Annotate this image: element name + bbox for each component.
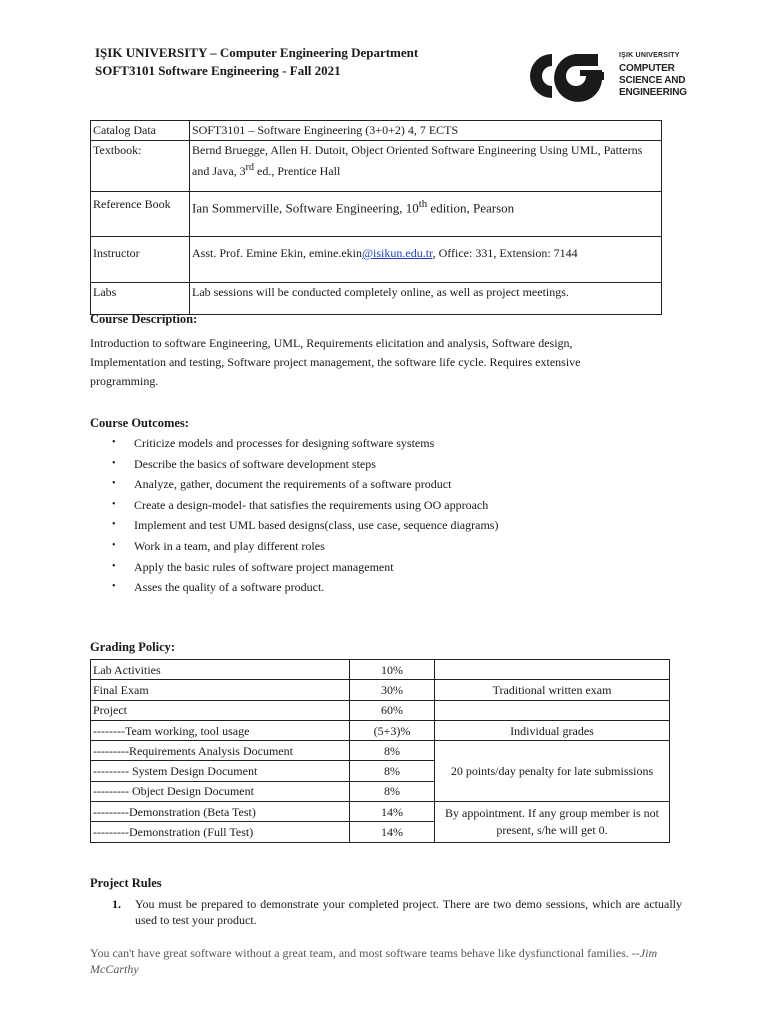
bullet-icon: • <box>112 457 116 469</box>
list-item <box>110 474 498 495</box>
grade-note-empty <box>435 700 670 720</box>
grade-weight: 14% <box>350 822 435 842</box>
grade-item: Project <box>91 700 350 720</box>
table-row <box>91 741 670 761</box>
outcome-text: Work in a team, and play different roles <box>134 538 325 553</box>
course-description-title: Course Description: <box>90 312 198 326</box>
university-logo <box>526 50 686 110</box>
grade-weight: 8% <box>350 761 435 781</box>
textbook-label: Textbook: <box>91 141 190 192</box>
outcome-text: Apply the basic rules of software project management <box>134 559 394 574</box>
grade-weight: 10% <box>350 660 435 680</box>
grade-weight: 8% <box>350 781 435 801</box>
grade-note-empty <box>435 660 670 680</box>
labs-label: Labs <box>91 283 190 315</box>
instructor-value <box>190 237 662 283</box>
table-row <box>91 121 662 141</box>
outcome-text: Create a design-model- that satisfies the requirements using OO approach <box>134 497 489 512</box>
labs-value: Lab sessions will be conducted completely online, as well as project meetings. <box>190 283 662 315</box>
logo-line-3: ENGINEERING <box>619 87 687 98</box>
textbook-value <box>190 141 662 192</box>
rule-number: 1. <box>112 897 121 911</box>
list-item <box>110 577 498 598</box>
table-row <box>91 660 670 680</box>
grade-item: ---------Demonstration (Beta Test) <box>91 802 350 822</box>
bullet-icon: • <box>112 437 116 448</box>
grade-weight: (5+3)% <box>350 720 435 740</box>
table-row <box>91 720 670 740</box>
grade-weight: 30% <box>350 680 435 700</box>
reference-text: Ian Sommerville, Software Engineering, 10 <box>192 200 419 216</box>
list-item <box>110 454 498 475</box>
reference-publisher: edition, Pearson <box>427 200 515 216</box>
reference-superscript: th <box>418 198 428 210</box>
project-rule-1 <box>112 896 682 928</box>
course-outcomes-title: Course Outcomes: <box>90 416 189 430</box>
bullet-icon: • <box>112 539 116 551</box>
table-row <box>91 680 670 700</box>
logo-wordmark <box>619 52 687 99</box>
grade-item: Final Exam <box>91 680 350 700</box>
outcome-text: Asses the quality of a software product. <box>134 580 325 595</box>
table-row <box>91 141 662 192</box>
course-info-table <box>90 120 662 315</box>
textbook-publisher: ed., Prentice Hall <box>254 164 341 178</box>
grading-policy-title: Grading Policy: <box>90 640 176 654</box>
grade-note-docs: 20 points/day penalty for late submissions <box>435 741 670 802</box>
quote-author: Jim McCarthy <box>90 946 658 976</box>
logo-line-2: SCIENCE AND <box>619 75 686 86</box>
catalog-value: SOFT3101 – Software Engineering (3+0+2) 4, 7 ECTS <box>190 121 662 141</box>
textbook-text: Bernd Bruegge, Allen H. Dutoit, Object Oriented Software Engineering Using UML, Patterns and Java, 3 <box>192 143 643 178</box>
outcome-text: Analyze, gather, document the requirements of a software product <box>134 477 452 492</box>
table-row <box>91 237 662 283</box>
list-item <box>110 433 498 454</box>
table-row <box>91 700 670 720</box>
instructor-label: Instructor <box>91 237 190 283</box>
document-header <box>95 44 418 80</box>
cse-logo-icon <box>526 50 608 102</box>
grade-item: --------Team working, tool usage <box>91 720 350 740</box>
closing-quote <box>90 945 660 977</box>
grading-table <box>90 659 670 843</box>
list-item <box>110 536 498 557</box>
catalog-label: Catalog Data <box>91 121 190 141</box>
grade-item: --------- Object Design Document <box>91 781 350 801</box>
table-row <box>91 283 662 315</box>
instructor-email-link[interactable]: @isikun.edu.tr <box>361 246 433 260</box>
table-row <box>91 802 670 822</box>
header-course: SOFT3101 Software Engineering - Fall 2021 <box>95 63 341 78</box>
grade-weight: 14% <box>350 802 435 822</box>
list-item <box>110 495 498 516</box>
grade-weight: 60% <box>350 700 435 720</box>
list-item <box>110 515 498 536</box>
course-description-text: Introduction to software Engineering, UML, Requirements elicitation and analysis, Software design, Implementation and testing, Software project management, the software life cycle. Requires extensive programming. <box>90 336 581 388</box>
outcome-text: Describe the basics of software development steps <box>134 456 376 471</box>
course-outcomes-list <box>110 433 498 598</box>
bullet-icon: • <box>112 519 116 531</box>
list-item <box>110 557 498 578</box>
textbook-superscript: rd <box>245 162 254 173</box>
outcome-text: Criticize models and processes for designing software systems <box>134 436 435 450</box>
grade-note-final-exam: Traditional written exam <box>435 680 670 700</box>
grade-weight: 8% <box>350 741 435 761</box>
grade-note-demo: By appointment. If any group member is not present, s/he will get 0. <box>435 802 670 843</box>
grade-note-team: Individual grades <box>435 720 670 740</box>
grade-item: ---------Requirements Analysis Document <box>91 741 350 761</box>
logo-university: IŞIK UNIVERSITY <box>619 52 680 59</box>
outcome-text: Implement and test UML based designs(class, use case, sequence diagrams) <box>134 518 499 533</box>
reference-value <box>190 192 662 237</box>
reference-label: Reference Book <box>91 192 190 237</box>
grade-item: Lab Activities <box>91 660 350 680</box>
rule-text: You must be prepared to demonstrate your completed project. There are two demo sessions, which are actually used to test your product. <box>135 897 682 927</box>
bullet-icon: • <box>112 498 116 510</box>
logo-line-1: COMPUTER <box>619 63 675 74</box>
quote-text: You can't have great software without a great team, and most software teams behave like dysfunctional families. -- <box>90 946 640 960</box>
bullet-icon: • <box>112 478 116 490</box>
table-row <box>91 192 662 237</box>
bullet-icon: • <box>112 581 116 593</box>
project-rules-title: Project Rules <box>90 876 162 890</box>
grade-item: --------- System Design Document <box>91 761 350 781</box>
header-department: IŞIK UNIVERSITY – Computer Engineering Department <box>95 45 419 60</box>
instructor-name: Asst. Prof. Emine Ekin, emine.ekin <box>192 246 362 260</box>
instructor-office: , Office: 331, Extension: 7144 <box>432 246 578 260</box>
bullet-icon: • <box>112 560 116 572</box>
grade-item: ---------Demonstration (Full Test) <box>91 822 350 842</box>
